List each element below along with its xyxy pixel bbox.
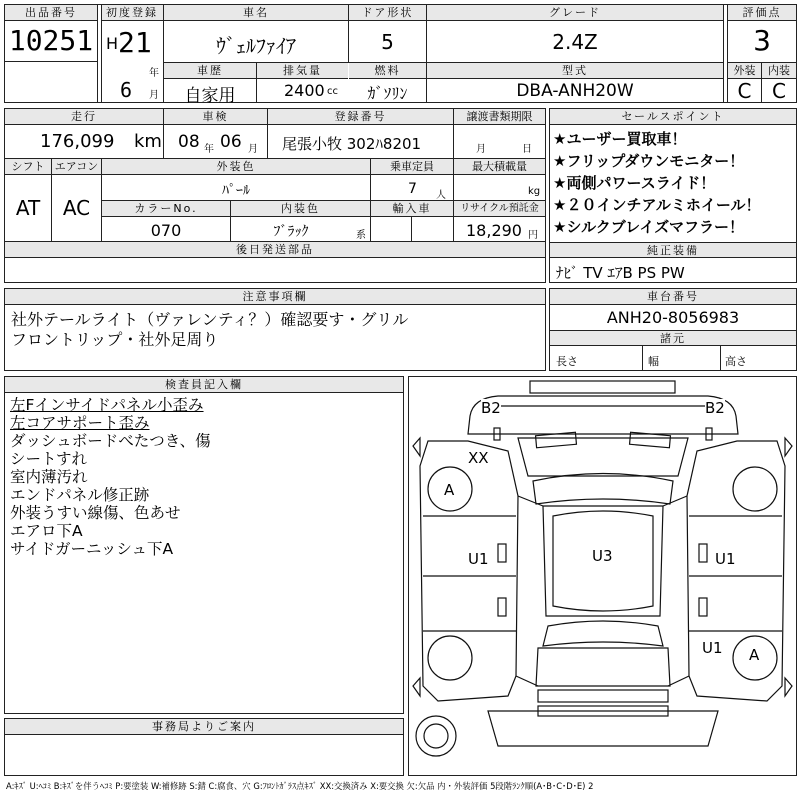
hdr-transfer: 譲渡書類期限 — [454, 109, 545, 125]
sales-point: ★両側パワースライド！ — [553, 174, 716, 192]
hdr-sales: セールスポイント — [550, 109, 796, 125]
hdr-inspector: 検査員記入欄 — [5, 377, 403, 393]
fuel: ｶﾞｿﾘﾝ — [367, 84, 408, 103]
inspector-line: 外装うすい線傷、色あせ — [10, 504, 181, 522]
hdr-spec: 諸元 — [550, 330, 796, 346]
spec-width: 幅 — [648, 355, 659, 368]
mark-a-front: A — [444, 481, 455, 499]
hdr-shift: シフト — [5, 159, 51, 175]
hdr-equipment: 純正装備 — [550, 242, 796, 258]
transfer-day: 日 — [522, 144, 532, 155]
hdr-score: 評価点 — [728, 5, 796, 21]
hdr-history: 車歴 — [164, 63, 256, 79]
model-name: ｳﾞｪﾙﾌｧｲｱ — [216, 34, 296, 58]
hdr-recycle: リサイクル預託金 — [454, 201, 545, 217]
color-no: 070 — [150, 221, 182, 240]
int-grade: C — [772, 79, 786, 103]
hdr-model: 車名 — [164, 5, 348, 21]
reg-month: 6 — [120, 78, 133, 102]
interior-color-unit: 系 — [356, 230, 366, 241]
hdr-capacity: 乗車定員 — [371, 159, 453, 175]
inspection-month-unit: 月 — [248, 144, 258, 155]
interior-color: ﾌﾞﾗｯｸ — [273, 224, 309, 240]
shift: AT — [15, 196, 41, 220]
load-unit: kg — [528, 186, 541, 197]
hdr-load: 最大積載量 — [454, 159, 545, 175]
recycle-fee: 18,290 — [466, 221, 522, 240]
inspector-line: シートすれ — [10, 450, 88, 468]
mark-u1-right: U1 — [715, 550, 736, 568]
inspector-line: 左Fインサイドパネル小歪み — [10, 396, 204, 414]
spec-length: 長さ — [556, 355, 578, 368]
hdr-grade: グレード — [427, 5, 723, 21]
sales-point: ★２０インチアルミホイール！ — [553, 196, 761, 214]
mark-b2-right: B2 — [705, 399, 725, 417]
hdr-first-reg: 初度登録 — [101, 5, 163, 21]
inspector-line: 左コアサポート歪み — [10, 414, 150, 432]
ac: AC — [62, 196, 91, 220]
mark-xx: XX — [468, 449, 489, 467]
equipment: ﾅﾋﾞ TV ｴｱB PS PW — [556, 264, 685, 282]
inspection-year-unit: 年 — [204, 144, 214, 155]
ext-grade: C — [737, 79, 752, 103]
mark-a-rear: A — [749, 646, 760, 664]
hdr-lot: 出品番号 — [5, 5, 97, 21]
inspection-month: 06 — [220, 132, 242, 152]
plate-number: 尾張小牧 302ﾊ8201 — [282, 135, 422, 153]
mark-u1-left: U1 — [468, 550, 489, 568]
hdr-int-color: 内装色 — [231, 201, 370, 217]
sales-point: ★シルクブレイズマフラー！ — [553, 218, 744, 236]
hdr-ext: 外装 — [728, 63, 761, 79]
hdr-color: 外装色 — [102, 159, 370, 175]
hdr-fuel: 燃料 — [349, 63, 426, 79]
mark-b2-left: B2 — [481, 399, 501, 417]
transfer-month: 月 — [476, 144, 486, 155]
recycle-fee-unit: 円 — [528, 230, 538, 241]
mileage: 176,099 — [40, 131, 115, 152]
history: 自家用 — [184, 86, 236, 106]
sales-point: ★ユーザー買取車！ — [553, 130, 687, 148]
reg-month-unit: 月 — [149, 90, 159, 101]
exterior-color: ﾊﾟｰﾙ — [222, 183, 250, 199]
score: 3 — [753, 24, 771, 57]
hdr-later-parts: 後日発送部品 — [5, 242, 545, 258]
hdr-mileage: 走行 — [5, 109, 163, 125]
note-line: フロントリップ・社外足周り — [11, 330, 219, 349]
mark-u1-rear: U1 — [702, 639, 723, 657]
note-line: 社外テールライト（ヴァレンティ？）確認要す・グリル — [11, 310, 409, 329]
inspector-line: エンドパネル修正跡 — [10, 486, 150, 504]
inspection-year: 08 — [178, 132, 200, 152]
reg-year: 21 — [118, 26, 152, 59]
capacity-unit: 人 — [436, 190, 446, 201]
displacement: 2400 — [284, 81, 325, 100]
door-type: 5 — [381, 30, 394, 54]
hdr-inspection: 車検 — [164, 109, 267, 125]
inspector-line: ダッシュボードべたつき、傷 — [10, 432, 211, 450]
mileage-unit: km — [134, 131, 162, 152]
hdr-disp: 排気量 — [257, 63, 348, 79]
displacement-unit: cc — [327, 86, 338, 97]
hdr-import: 輸入車 — [371, 201, 453, 217]
inspector-line: サイドガーニッシュ下A — [10, 540, 174, 558]
type-code: DBA-ANH20W — [516, 81, 634, 101]
inspector-line: エアロ下A — [10, 522, 83, 540]
hdr-notes: 注意事項欄 — [5, 289, 545, 305]
legend: A:ｷｽﾞ U:ﾍｺﾐ B:ｷｽﾞを伴うﾍｺﾐ P:要塗装 W:補修跡 S:錆 C:腐食、穴 G:ﾌﾛﾝﾄｶﾞﾗｽ点ｷｽﾞ XX:交換済み X:要交換 欠:欠品 内・外装評価 5段階ﾗﾝｸ順(A･B･C･D･E) 2 — [6, 781, 594, 791]
reg-era: H — [106, 34, 119, 53]
reg-year-unit: 年 — [149, 68, 159, 79]
sales-point: ★フリップダウンモニター！ — [553, 152, 745, 170]
car-diagram — [408, 376, 797, 776]
hdr-door: ドア形状 — [349, 5, 426, 21]
hdr-ac: エアコン — [52, 159, 101, 175]
chassis-number: ANH20-8056983 — [606, 308, 740, 327]
hdr-chassis: 車台番号 — [550, 289, 796, 305]
mark-u3: U3 — [592, 547, 613, 565]
hdr-office: 事務局よりご案内 — [5, 719, 403, 735]
lot-number: 10251 — [8, 24, 94, 57]
hdr-int: 内装 — [762, 63, 796, 79]
spec-height: 高さ — [725, 355, 747, 368]
capacity: 7 — [408, 181, 417, 197]
grade: 2.4Z — [552, 30, 598, 54]
hdr-type: 型式 — [427, 63, 723, 79]
inspector-line: 室内薄汚れ — [10, 468, 88, 486]
hdr-color-no: カラーNo. — [102, 201, 230, 217]
hdr-plate: 登録番号 — [268, 109, 453, 125]
